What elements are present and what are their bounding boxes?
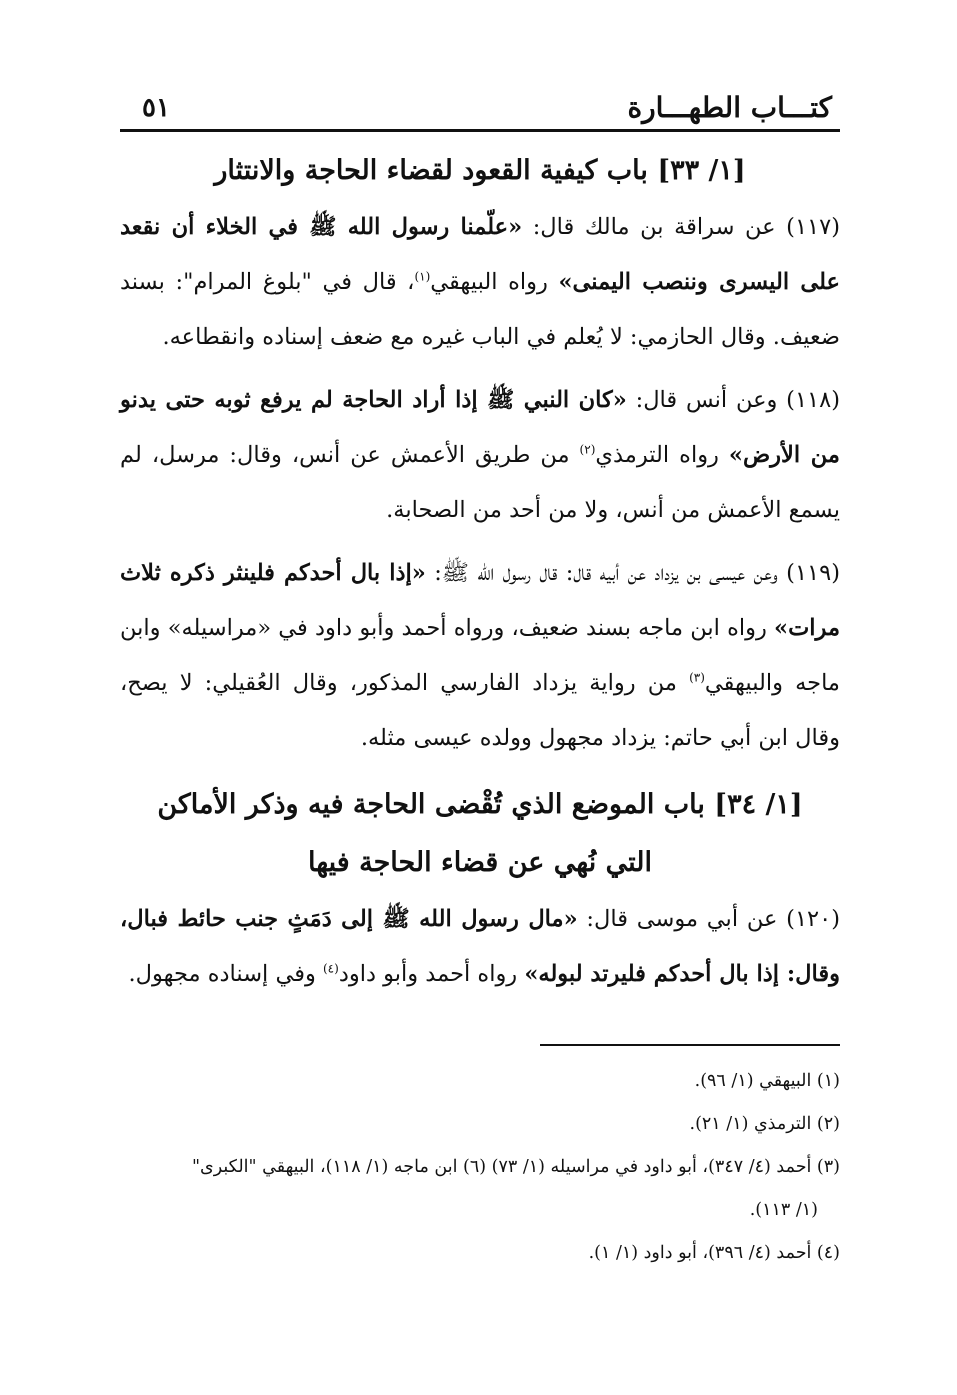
footnote-marker: (٤)	[322, 961, 339, 976]
hadith-119	[120, 546, 840, 766]
chapter-heading-34-line1: [١/ ٣٤] باب الموضع الذي تُقْضى الحاجة فيه وذكر الأماكن	[157, 789, 803, 820]
footnote-3: (٣) أحمد (٤/ ٣٤٧)، أبو داود في مراسيله (١/ ٧٣) (٦) ابن ماجه (١/ ١١٨)، البيهقي "الكبرى"	[192, 1157, 840, 1177]
hadith-117	[120, 200, 840, 365]
footnote-marker: (٣)	[689, 670, 705, 685]
footnote-marker: (٢)	[579, 442, 596, 457]
running-header	[120, 85, 840, 132]
hadith-number: (١١٩)	[786, 560, 840, 586]
chapter-heading-34-line2: التي نُهي عن قضاء الحاجة فيها	[307, 847, 653, 878]
hadith-commentary: وفي إسناده مجهول.	[128, 961, 323, 987]
hadith-intro: وعن عيسى بن يزداد عن أبيه قال: قال رسول الله ﷺ:	[425, 560, 787, 586]
footnote-1: (١) البيهقي (١/ ٩٦).	[694, 1071, 840, 1091]
hadith-number: (١١٧)	[786, 214, 840, 240]
hadith-text: «علّمنا رسول الله ﷺ في الخلاء أن نقعد على اليسرى وننصب اليمنى»	[120, 214, 840, 295]
hadith-commentary: من طريق الأعمش عن أنس، وقال: مرسل، لم يسمع الأعمش من أنس، ولا من أحد من الصحابة.	[120, 442, 840, 523]
hadith-number: (١١٨)	[786, 387, 840, 413]
book-page	[120, 85, 840, 1305]
hadith-118	[120, 373, 840, 538]
hadith-reference: رواه ابن ماجه بسند ضعيف، ورواه أحمد وأبو داود في «مراسيله» وابن ماجه والبيهقي	[120, 615, 840, 696]
footnote-4: (٤) أحمد (٤/ ٣٩٦)، أبو داود (١/ ١).	[588, 1243, 840, 1263]
hadith-commentary: من رواية يزداد الفارسي المذكور، وقال العُقيلي: لا يصح، وقال ابن أبي حاتم: يزداد مجهول وولده عيسى مثله.	[120, 670, 840, 751]
chapter-heading-34	[120, 776, 840, 892]
chapter-heading-33: [١/ ٣٣] باب كيفية القعود لقضاء الحاجة والانتثار	[214, 155, 746, 186]
hadith-reference: رواه أحمد وأبو داود	[338, 961, 525, 987]
hadith-intro: عن سراقة بن مالك قال:	[522, 214, 787, 240]
hadith-intro: عن أبي موسى قال:	[577, 906, 787, 932]
hadith-text: «إذا بال أحدكم فلينثر ذكره ثلاث مرات»	[120, 560, 840, 641]
hadith-text: «مال رسول الله ﷺ إلى دَمَثٍ جنب حائط فبال، وقال: إذا بال أحدكم فليرتد لبوله»	[120, 906, 840, 987]
hadith-number: (١٢٠)	[786, 906, 840, 932]
hadith-text: «كان النبي ﷺ إذا أراد الحاجة لم يرفع ثوبه حتى يدنو من الأرض»	[120, 387, 840, 468]
page-number: ٥١	[142, 93, 170, 123]
footnote-2: (٢) الترمذي (١/ ٢١).	[689, 1114, 840, 1134]
hadith-commentary: ، قال في "بلوغ المرام": بسند ضعيف. وقال الحازمي: لا يُعلم في الباب غيره مع ضعف إسناده وانقطاعه.	[120, 269, 840, 350]
footnote-marker: (١)	[414, 269, 431, 284]
footnote-3-continuation: (١/ ١١٣).	[749, 1200, 818, 1220]
hadith-reference: رواه البيهقي	[430, 269, 559, 295]
footnote-divider	[540, 1044, 840, 1046]
footnotes	[120, 1060, 840, 1275]
book-title: كتـــاب الطهـــارة	[627, 91, 832, 124]
hadith-120	[120, 892, 840, 1002]
hadith-intro: وعن أنس قال:	[626, 387, 787, 413]
hadith-reference: رواه الترمذي	[595, 442, 729, 468]
